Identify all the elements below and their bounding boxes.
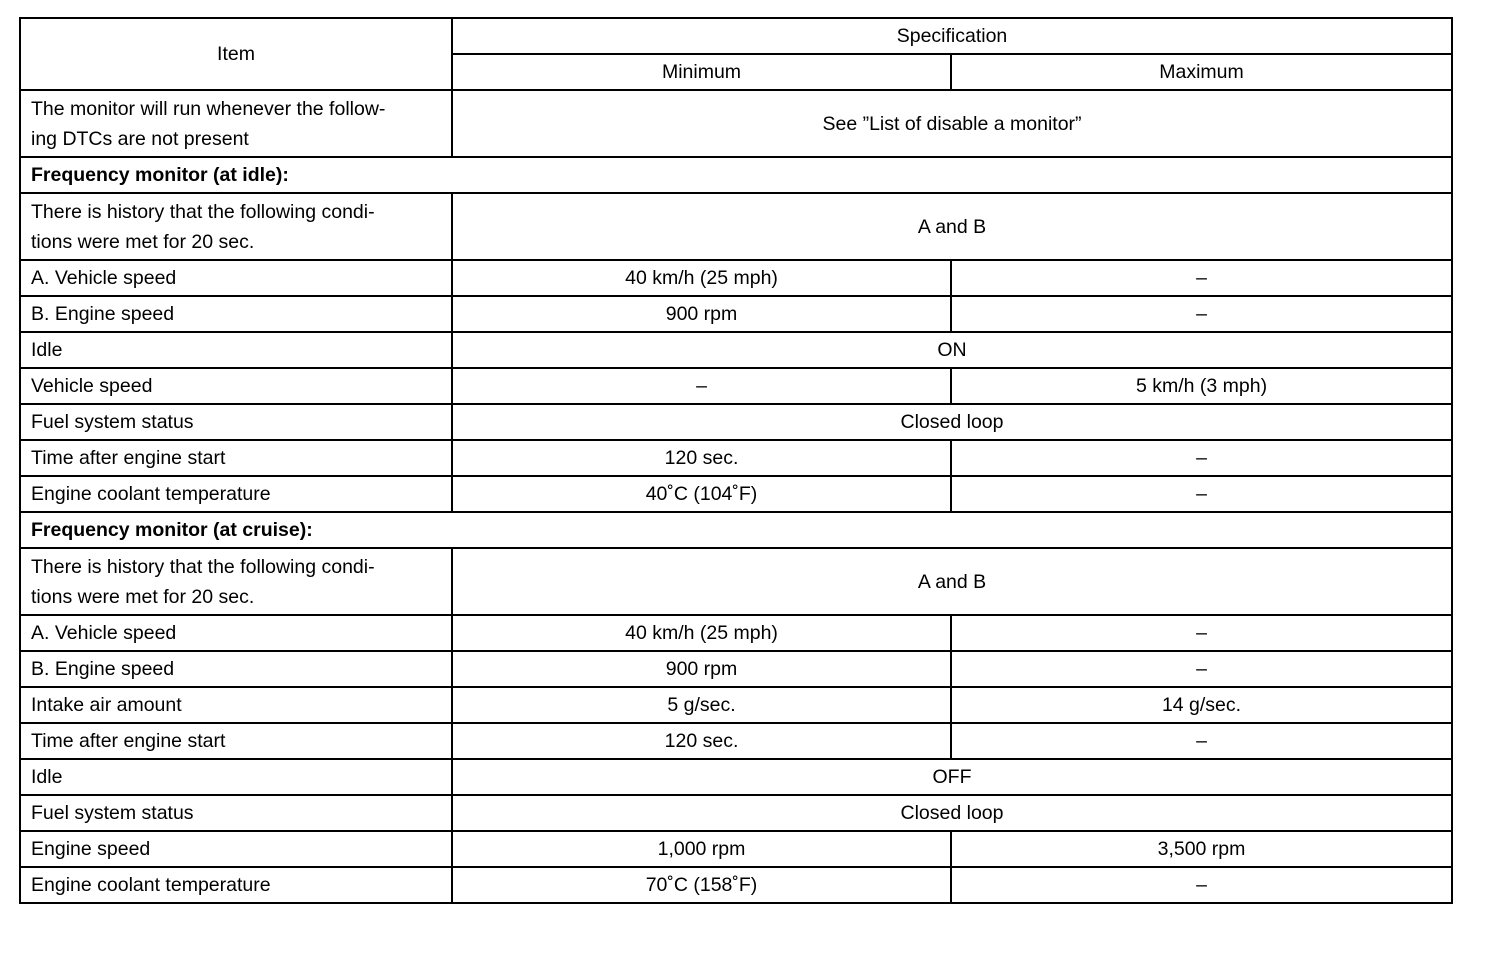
header-row xyxy=(20,18,1452,54)
item-cell: Time after engine start xyxy=(20,723,452,759)
max-cell: – xyxy=(951,440,1452,476)
item-line: There is history that the following condi- xyxy=(31,200,375,223)
item-cell: A. Vehicle speed xyxy=(20,615,452,651)
item-cell: Engine coolant temperature xyxy=(20,867,452,903)
item-cell: Engine coolant temperature xyxy=(20,476,452,512)
spec-span-cell: OFF xyxy=(452,759,1452,795)
item-cell: Fuel system status xyxy=(20,404,452,440)
min-cell: 5 g/sec. xyxy=(452,687,951,723)
table-row xyxy=(20,759,1452,795)
item-cell: Time after engine start xyxy=(20,440,452,476)
table-row xyxy=(20,404,1452,440)
spec-span-cell: ON xyxy=(452,332,1452,368)
spec-span-cell: Closed loop xyxy=(452,404,1452,440)
min-cell: 1,000 rpm xyxy=(452,831,951,867)
max-cell: 5 km/h (3 mph) xyxy=(951,368,1452,404)
item-cell: Intake air amount xyxy=(20,687,452,723)
item-cell: A. Vehicle speed xyxy=(20,260,452,296)
header-minimum: Minimum xyxy=(452,54,951,90)
item-cell xyxy=(20,548,452,615)
header-item: Item xyxy=(20,18,452,90)
table-row xyxy=(20,687,1452,723)
max-cell: – xyxy=(951,260,1452,296)
section-row xyxy=(20,512,1452,548)
table-row xyxy=(20,90,1452,157)
item-cell xyxy=(20,193,452,260)
table-row xyxy=(20,615,1452,651)
item-line: The monitor will run whenever the follow- xyxy=(31,97,386,120)
item-cell xyxy=(20,90,452,157)
min-cell: 120 sec. xyxy=(452,723,951,759)
max-cell: – xyxy=(951,723,1452,759)
min-cell: 900 rpm xyxy=(452,296,951,332)
max-cell: – xyxy=(951,867,1452,903)
table-row xyxy=(20,723,1452,759)
spec-span-cell: A and B xyxy=(452,548,1452,615)
min-cell: 40 km/h (25 mph) xyxy=(452,615,951,651)
item-cell: Fuel system status xyxy=(20,795,452,831)
item-cell: B. Engine speed xyxy=(20,296,452,332)
table-row xyxy=(20,193,1452,260)
spec-span-cell: A and B xyxy=(452,193,1452,260)
max-cell: 3,500 rpm xyxy=(951,831,1452,867)
item-cell: B. Engine speed xyxy=(20,651,452,687)
min-cell: 40˚C (104˚F) xyxy=(452,476,951,512)
table-row xyxy=(20,332,1452,368)
item-line: tions were met for 20 sec. xyxy=(31,585,255,608)
table-row xyxy=(20,368,1452,404)
item-cell: Idle xyxy=(20,332,452,368)
item-cell: Vehicle speed xyxy=(20,368,452,404)
table-row xyxy=(20,651,1452,687)
min-cell: 120 sec. xyxy=(452,440,951,476)
header-specification: Specification xyxy=(452,18,1452,54)
table-row xyxy=(20,260,1452,296)
spec-span-cell: See ”List of disable a monitor” xyxy=(452,90,1452,157)
table-row xyxy=(20,867,1452,903)
section-row xyxy=(20,157,1452,193)
table-row xyxy=(20,831,1452,867)
max-cell: – xyxy=(951,476,1452,512)
min-cell: – xyxy=(452,368,951,404)
section-heading: Frequency monitor (at idle): xyxy=(20,157,1452,193)
specification-table xyxy=(19,17,1453,904)
item-line: There is history that the following condi- xyxy=(31,555,375,578)
min-cell: 900 rpm xyxy=(452,651,951,687)
item-cell: Engine speed xyxy=(20,831,452,867)
section-heading: Frequency monitor (at cruise): xyxy=(20,512,1452,548)
table-row xyxy=(20,548,1452,615)
spec-span-cell: Closed loop xyxy=(452,795,1452,831)
table-row xyxy=(20,440,1452,476)
table-row xyxy=(20,795,1452,831)
header-maximum: Maximum xyxy=(951,54,1452,90)
item-line: ing DTCs are not present xyxy=(31,127,249,150)
item-line: tions were met for 20 sec. xyxy=(31,230,255,253)
max-cell: – xyxy=(951,615,1452,651)
max-cell: 14 g/sec. xyxy=(951,687,1452,723)
table-row xyxy=(20,476,1452,512)
min-cell: 40 km/h (25 mph) xyxy=(452,260,951,296)
max-cell: – xyxy=(951,296,1452,332)
min-cell: 70˚C (158˚F) xyxy=(452,867,951,903)
max-cell: – xyxy=(951,651,1452,687)
table-row xyxy=(20,296,1452,332)
item-cell: Idle xyxy=(20,759,452,795)
